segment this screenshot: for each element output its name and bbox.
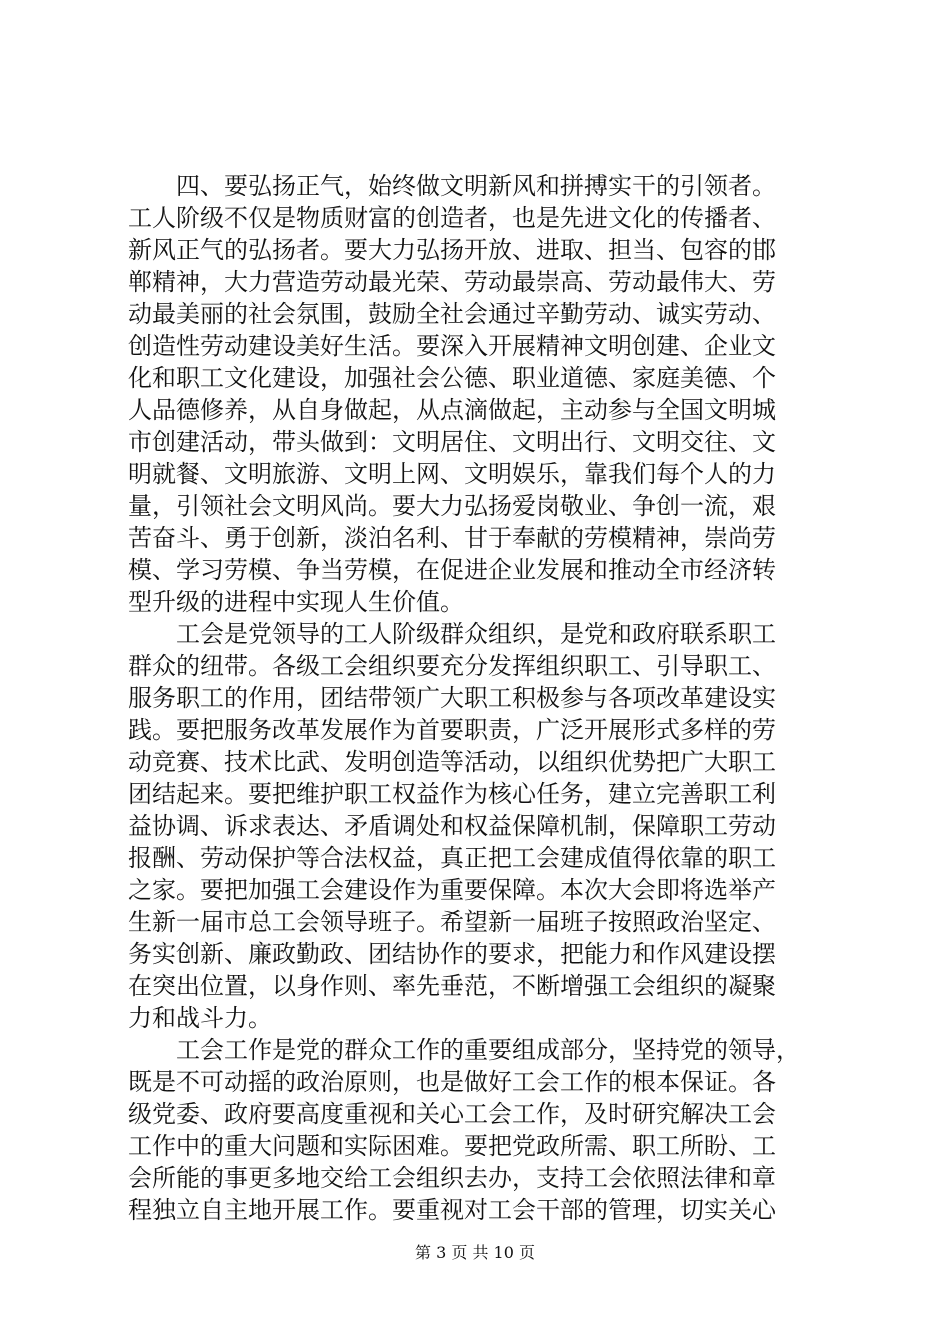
- text-line: 工人阶级不仅是物质财富的创造者，也是先进文化的传播者、: [128, 204, 776, 232]
- page-footer: 第 3 页 共 10 页: [415, 1243, 535, 1262]
- text-line: 之家。要把加强工会建设作为重要保障。本次大会即将选举产: [128, 876, 776, 904]
- text-line: 量，引领社会文明风尚。要大力弘扬爱岗敬业、争创一流，艰: [128, 492, 776, 520]
- text-line: 报酬、劳动保护等合法权益，真正把工会建成值得依靠的职工: [128, 844, 776, 872]
- text-line: 市创建活动，带头做到：文明居住、文明出行、文明交往、文: [128, 428, 776, 456]
- text-line: 力和战斗力。: [128, 1004, 272, 1032]
- text-line: 四、要弘扬正气，始终做文明新风和拼搏实干的引领者。: [128, 172, 776, 200]
- text-line: 级党委、政府要高度重视和关心工会工作，及时研究解决工会: [128, 1100, 776, 1128]
- text-line: 化和职工文化建设，加强社会公德、职业道德、家庭美德、个: [128, 364, 776, 392]
- text-line: 型升级的进程中实现人生价值。: [128, 588, 464, 616]
- text-line: 会所能的事更多地交给工会组织去办，支持工会依照法律和章: [128, 1164, 776, 1192]
- text-line: 程独立自主地开展工作。要重视对工会干部的管理，切实关心: [128, 1196, 776, 1224]
- text-line: 工作中的重大问题和实际困难。要把党政所需、职工所盼、工: [128, 1132, 776, 1160]
- text-line: 务实创新、廉政勤政、团结协作的要求，把能力和作风建设摆: [128, 940, 776, 968]
- document-body: [128, 170, 838, 1226]
- text-line: 模、学习劳模、争当劳模，在促进企业发展和推动全市经济转: [128, 556, 776, 584]
- text-line: 动竞赛、技术比武、发明创造等活动，以组织优势把广大职工: [128, 748, 776, 776]
- text-line: 生新一届市总工会领导班子。希望新一届班子按照政治坚定、: [128, 908, 776, 936]
- text-line: 新风正气的弘扬者。要大力弘扬开放、进取、担当、包容的邯: [128, 236, 776, 264]
- text-line: 既是不可动摇的政治原则，也是做好工会工作的根本保证。各: [128, 1068, 776, 1096]
- text-line: 苦奋斗、勇于创新，淡泊名利、甘于奉献的劳模精神，崇尚劳: [128, 524, 776, 552]
- text-line: 服务职工的作用，团结带领广大职工积极参与各项改革建设实: [128, 684, 776, 712]
- text-line: 工会是党领导的工人阶级群众组织，是党和政府联系职工: [128, 620, 776, 648]
- text-line: 群众的纽带。各级工会组织要充分发挥组织职工、引导职工、: [128, 652, 776, 680]
- text-line: 郸精神，大力营造劳动最光荣、劳动最崇高、劳动最伟大、劳: [128, 268, 776, 296]
- text-line: 动最美丽的社会氛围，鼓励全社会通过辛勤劳动、诚实劳动、: [128, 300, 776, 328]
- text-line: 人品德修养，从自身做起，从点滴做起，主动参与全国文明城: [128, 396, 776, 424]
- text-line: 践。要把服务改革发展作为首要职责，广泛开展形式多样的劳: [128, 716, 776, 744]
- text-line: 明就餐、文明旅游、文明上网、文明娱乐，靠我们每个人的力: [128, 460, 776, 488]
- text-line: 工会工作是党的群众工作的重要组成部分，坚持党的领导，: [128, 1036, 800, 1064]
- text-line: 在突出位置，以身作则、率先垂范，不断增强工会组织的凝聚: [128, 972, 776, 1000]
- text-line: 益协调、诉求表达、矛盾调处和权益保障机制，保障职工劳动: [128, 812, 776, 840]
- text-line: 团结起来。要把维护职工权益作为核心任务，建立完善职工利: [128, 780, 776, 808]
- text-line: 创造性劳动建设美好生活。要深入开展精神文明创建、企业文: [128, 332, 776, 360]
